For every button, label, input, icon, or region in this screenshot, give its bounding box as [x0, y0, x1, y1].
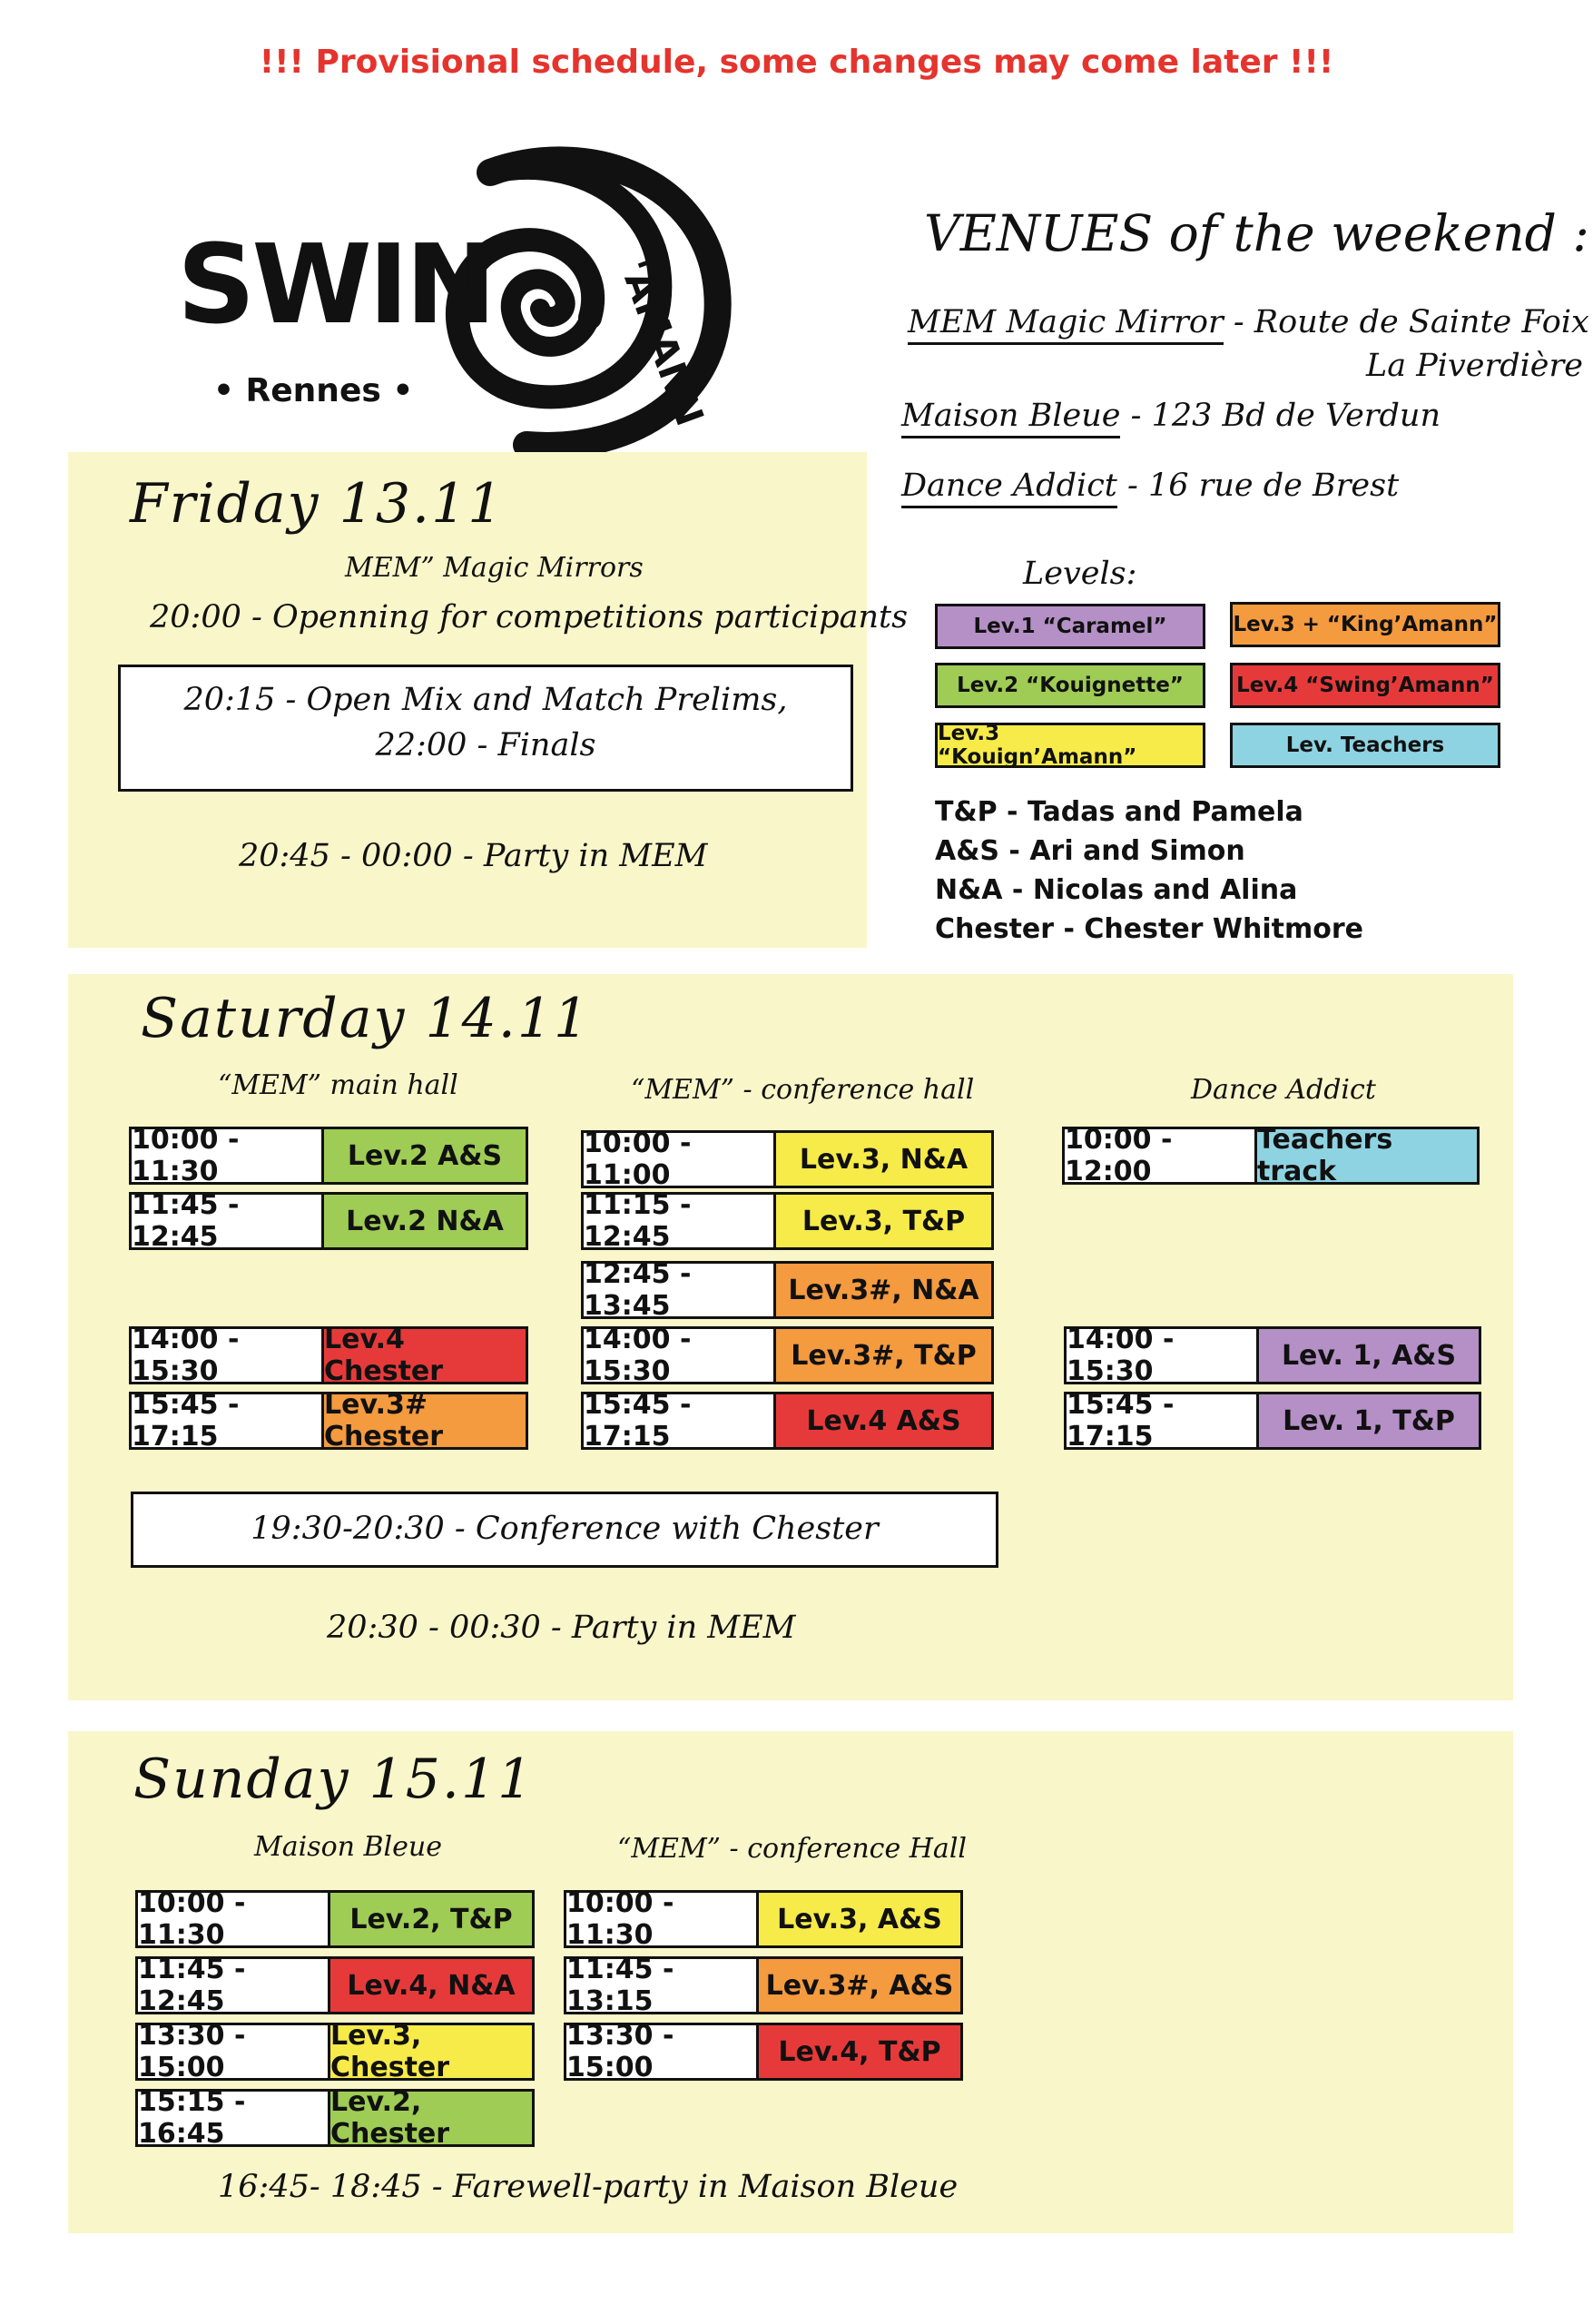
- venue-maison-bleue-name: Maison Bleue: [901, 398, 1120, 438]
- session-time: 13:30 - 15:00: [566, 2025, 759, 2078]
- session: [564, 1887, 963, 1951]
- saturday-col3-title: Dance Addict: [1191, 1074, 1376, 1106]
- levels-title: Levels:: [1023, 556, 1137, 592]
- session: [129, 1389, 528, 1452]
- level-teachers-badge: Lev. Teachers: [1230, 723, 1500, 768]
- friday-competition-line1: 20:15 - Open Mix and Match Prelims,: [183, 682, 788, 718]
- session: [564, 1954, 963, 2017]
- sunday-col2-title: “MEM” - conference Hall: [617, 1833, 968, 1865]
- session: [129, 1124, 528, 1187]
- session-class: Lev.3#, N&A: [776, 1264, 991, 1316]
- sunday-panel: [68, 1731, 1513, 2233]
- friday-competition-line2: 22:00 - Finals: [375, 727, 596, 763]
- session: [564, 2020, 963, 2083]
- teacher-chester: Chester - Chester Whitmore: [935, 913, 1363, 945]
- session-class: Lev.4, N&A: [330, 1959, 532, 2012]
- venue-maison-bleue: [901, 398, 1441, 434]
- session: [129, 1189, 528, 1253]
- sunday-col1-title: Maison Bleue: [254, 1831, 442, 1863]
- session: [581, 1258, 994, 1322]
- friday-competition-box: [118, 665, 853, 792]
- friday-opening: 20:00 - Openning for competitions participants: [150, 599, 909, 635]
- session-time: 15:15 - 16:45: [138, 2092, 330, 2144]
- session: [1062, 1124, 1480, 1187]
- session-time: 11:45 - 12:45: [138, 1959, 330, 2012]
- teacher-na: N&A - Nicolas and Alina: [935, 874, 1298, 906]
- session-time: 15:45 - 17:15: [132, 1394, 324, 1447]
- venue-mem-address: - Route de Sainte Foix: [1233, 304, 1589, 340]
- session-time: 14:00 - 15:30: [1067, 1329, 1259, 1382]
- session-class: Lev.2, T&P: [330, 1893, 532, 1945]
- session-time: 15:45 - 17:15: [1067, 1394, 1259, 1447]
- session: [1064, 1389, 1481, 1452]
- friday-panel: [68, 452, 909, 948]
- session: [135, 2086, 535, 2150]
- session-class: Lev.3# Chester: [324, 1394, 526, 1447]
- session: [581, 1389, 994, 1452]
- venue-dance-addict-address: - 16 rue de Brest: [1127, 468, 1400, 504]
- level-3plus-badge: Lev.3 + “King’Amann”: [1230, 602, 1500, 647]
- session-class: Lev.4 Chester: [324, 1329, 526, 1382]
- sunday-title: Sunday 15.11: [133, 1748, 535, 1811]
- venue-mem: [908, 304, 1589, 340]
- session-class: Lev.4 A&S: [776, 1394, 991, 1447]
- session: [135, 2020, 535, 2083]
- session: [581, 1324, 994, 1387]
- session: [1064, 1324, 1481, 1387]
- session-class: Lev.3, T&P: [776, 1195, 991, 1247]
- saturday-col2-title: “MEM” - conference hall: [631, 1074, 975, 1106]
- venue-mem-name: MEM Magic Mirror: [908, 304, 1224, 345]
- session-time: 10:00 - 11:30: [566, 1893, 759, 1945]
- session-time: 14:00 - 15:30: [132, 1329, 324, 1382]
- venue-mem-address2: La Piverdière: [1366, 348, 1583, 384]
- level-4-badge: Lev.4 “Swing’Amann”: [1230, 663, 1500, 708]
- friday-title: Friday 13.11: [130, 472, 505, 536]
- session-class: Lev.3, Chester: [330, 2025, 532, 2078]
- venue-maison-bleue-address: - 123 Bd de Verdun: [1130, 398, 1441, 434]
- session-time: 13:30 - 15:00: [138, 2025, 330, 2078]
- level-3-badge: Lev.3 “Kouign’Amann”: [935, 723, 1205, 768]
- sunday-party: 16:45- 18:45 - Farewell-party in Maison Bleue: [218, 2169, 959, 2205]
- session-time: 11:15 - 12:45: [584, 1195, 776, 1247]
- session-time: 10:00 - 11:30: [132, 1129, 324, 1182]
- session-class: Lev.3#, T&P: [776, 1329, 991, 1382]
- logo-word: SWIN: [177, 222, 493, 349]
- session: [581, 1189, 994, 1253]
- logo-suffix: 'AMANN: [611, 254, 713, 432]
- friday-venue: MEM” Magic Mirrors: [345, 552, 644, 584]
- session-class: Lev.3, A&S: [759, 1893, 960, 1945]
- saturday-party: 20:30 - 00:30 - Party in MEM: [327, 1610, 796, 1646]
- teacher-as: A&S - Ari and Simon: [935, 835, 1245, 867]
- level-1-badge: Lev.1 “Caramel”: [935, 604, 1205, 649]
- saturday-col1-title: “MEM” main hall: [218, 1069, 458, 1101]
- session-time: 10:00 - 12:00: [1065, 1129, 1257, 1182]
- session-class: Lev.4, T&P: [759, 2025, 960, 2078]
- session-time: 15:45 - 17:15: [584, 1394, 776, 1447]
- session-time: 11:45 - 13:15: [566, 1959, 759, 2012]
- venue-dance-addict: [901, 468, 1399, 504]
- saturday-conference-box: [131, 1492, 998, 1568]
- session-time: 11:45 - 12:45: [132, 1195, 324, 1247]
- swingamann-logo: [163, 118, 817, 481]
- friday-party: 20:45 - 00:00 - Party in MEM: [239, 838, 708, 874]
- session: [581, 1128, 994, 1191]
- teacher-tp: T&P - Tadas and Pamela: [935, 796, 1303, 828]
- session-class: Lev. 1, A&S: [1259, 1329, 1479, 1382]
- session: [129, 1324, 528, 1387]
- session-class: Lev.3, N&A: [776, 1133, 991, 1186]
- session-time: 12:45 - 13:45: [584, 1264, 776, 1316]
- session-time: 14:00 - 15:30: [584, 1329, 776, 1382]
- session-time: 10:00 - 11:30: [138, 1893, 330, 1945]
- session-class: Lev.3#, A&S: [759, 1959, 960, 2012]
- saturday-title: Saturday 14.11: [141, 987, 591, 1050]
- logo-city: • Rennes •: [213, 372, 414, 409]
- session-time: 10:00 - 11:00: [584, 1133, 776, 1186]
- level-2-badge: Lev.2 “Kouignette”: [935, 663, 1205, 708]
- session-class: Teachers track: [1257, 1129, 1477, 1182]
- saturday-conference-text: 19:30-20:30 - Conference with Chester: [251, 1511, 879, 1547]
- venues-title: VENUES of the weekend :: [924, 204, 1589, 262]
- saturday-panel: [68, 974, 1513, 1700]
- session-class: Lev.2 A&S: [324, 1129, 526, 1182]
- session-class: Lev.2 N&A: [324, 1195, 526, 1247]
- session: [135, 1887, 535, 1951]
- venue-dance-addict-name: Dance Addict: [901, 468, 1117, 508]
- session-class: Lev.2, Chester: [330, 2092, 532, 2144]
- session: [135, 1954, 535, 2017]
- provisional-banner: !!! Provisional schedule, some changes may come later !!!: [259, 44, 1334, 81]
- session-class: Lev. 1, T&P: [1259, 1394, 1479, 1447]
